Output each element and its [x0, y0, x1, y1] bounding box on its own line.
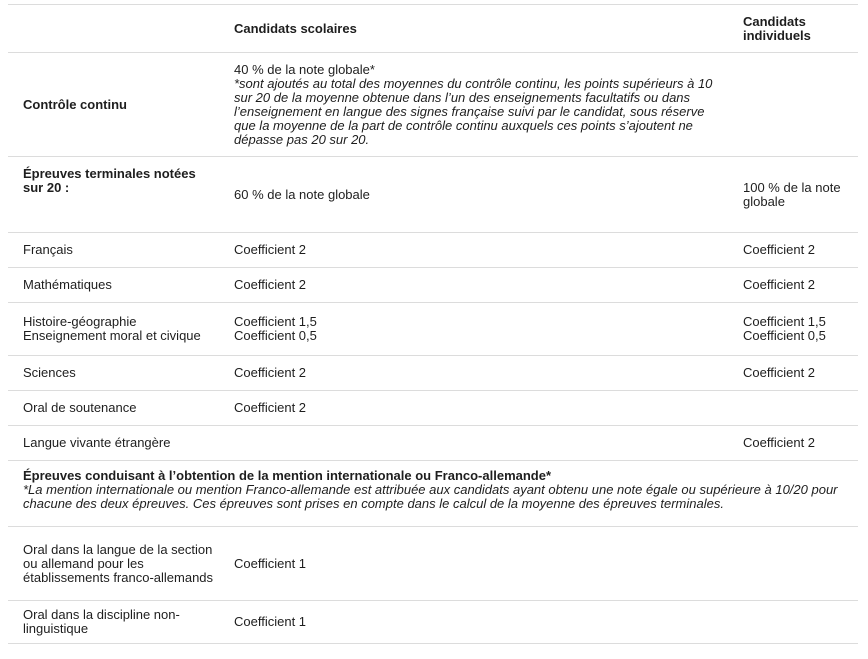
cell-scolaires [219, 303, 728, 356]
exam-table-container [8, 4, 858, 644]
header-empty-cell [8, 5, 219, 53]
controle-continu-value: 40 % de la note globale* [234, 61, 375, 77]
mention-footnote: *La mention internationale ou mention Franco-allemande est attribuée aux candidats ayant obtenu une note égale ou supérieure à 10/20 pour chacune des deux épreuves. Ces épreuves sont prises en compte dans le calcul de la moyenne des épreuves terminales. [23, 482, 838, 511]
cell-individuels [728, 391, 858, 426]
row-label-oral-langue-section: Oral dans la langue de la section ou allemand pour les établissements franco-allemands [23, 541, 214, 585]
row-label-sciences: Sciences [23, 365, 76, 380]
cell-scolaires: Coefficient 2 [234, 400, 307, 415]
row-label-oral-dnl: Oral dans la discipline non-linguistique [23, 607, 180, 636]
mention-title: Épreuves conduisant à l’obtention de la mention internationale ou Franco-allemande* [23, 468, 552, 483]
mention-section-row [8, 461, 858, 527]
cell-individuels: 100 % de la note globale [743, 179, 841, 209]
cell-scolaires: Coefficient 2 [234, 277, 307, 292]
coef-histoire: Coefficient 1,5 [743, 314, 826, 329]
table-row [8, 527, 858, 601]
cell-scolaires: Coefficient 1 [234, 555, 307, 571]
cell-scolaires: 60 % de la note globale [234, 186, 370, 202]
table-row [8, 391, 858, 426]
cell-individuels [728, 303, 858, 356]
table-row [8, 426, 858, 461]
row-label-oral-soutenance: Oral de soutenance [23, 400, 137, 415]
table-row [8, 268, 858, 303]
exam-coefficients-table [8, 4, 858, 644]
cell-individuels: Coefficient 2 [743, 435, 816, 450]
cell-scolaires [219, 426, 728, 461]
row-label-mathematiques: Mathématiques [23, 277, 112, 292]
cell-scolaires [219, 53, 728, 157]
table-header-row [8, 5, 858, 53]
table-row [8, 601, 858, 644]
mention-section-cell [8, 461, 858, 527]
coef-emc: Coefficient 0,5 [234, 328, 317, 343]
table-row [8, 233, 858, 268]
cell-individuels: Coefficient 2 [743, 365, 816, 380]
cell-individuels: Coefficient 2 [743, 242, 816, 257]
row-label-francais: Français [23, 242, 73, 257]
cell-individuels [728, 527, 858, 601]
header-candidats-scolaires: Candidats scolaires [234, 20, 357, 36]
table-row [8, 157, 858, 233]
cell-scolaires: Coefficient 1 [234, 614, 307, 629]
cell-scolaires: Coefficient 2 [234, 242, 307, 257]
cell-individuels: Coefficient 2 [743, 277, 816, 292]
coef-emc: Coefficient 0,5 [743, 328, 826, 343]
table-row [8, 356, 858, 391]
cell-individuels [728, 601, 858, 644]
header-candidats-individuels: Candidats individuels [743, 13, 811, 43]
row-label-epreuves-terminales: Épreuves terminales notées sur 20 : [23, 166, 196, 195]
row-label-histoire-geographie: Histoire-géographie Enseignement moral et civique [23, 314, 201, 343]
cell-individuels [728, 53, 858, 157]
table-row [8, 303, 858, 356]
controle-continu-footnote: *sont ajoutés au total des moyennes du contrôle continu, les points supérieurs à 10 sur 20 de la moyenne obtenue dans l’un des enseignements facultatifs ou dans l’enseignement en langue des signes française suivi par le candidat, sous réserve que la moyenne de la part de contrôle continu auxquels ces points s’ajoutent ne dépasse pas 20 sur 20. [234, 75, 713, 147]
coef-histoire: Coefficient 1,5 [234, 314, 317, 329]
row-label-langue-vivante: Langue vivante étrangère [23, 435, 171, 450]
table-row [8, 53, 858, 157]
row-label-controle-continu: Contrôle continu [23, 96, 127, 112]
cell-scolaires: Coefficient 2 [234, 365, 307, 380]
